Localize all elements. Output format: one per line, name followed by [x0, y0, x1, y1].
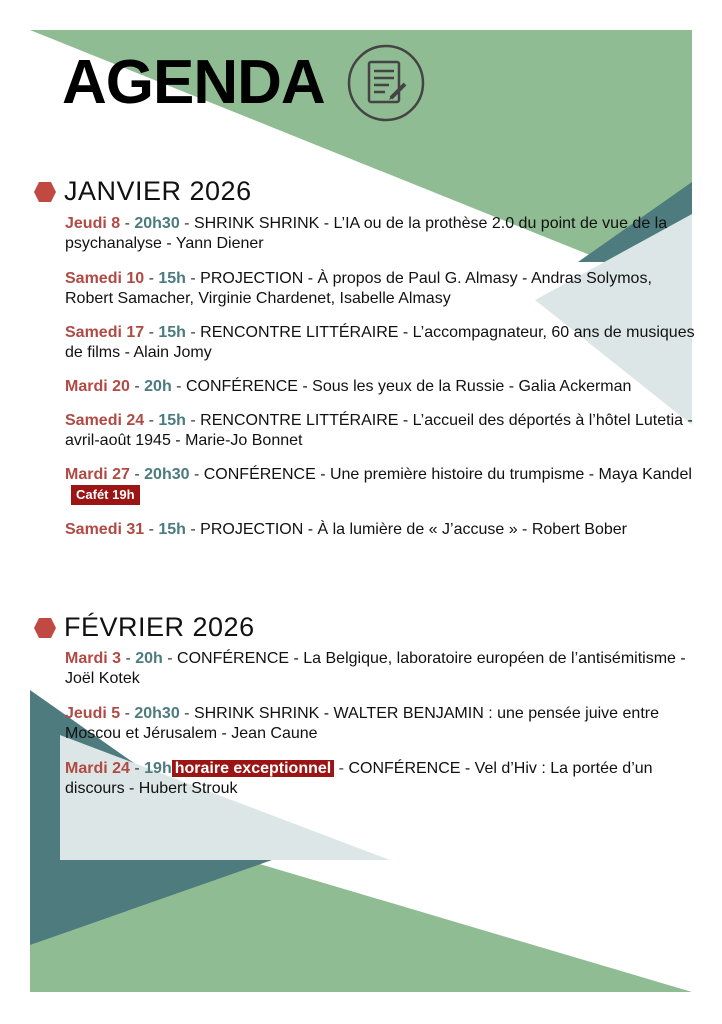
event-text: RENCONTRE LITTÉRAIRE - L’accompagnateur, 60 ans de musiques de films - Alain Jomy	[65, 324, 695, 361]
event-time: 15h	[158, 324, 186, 341]
event-text: SHRINK SHRINK - L’IA ou de la prothèse 2.0 du point de vue de la psychanalyse - Yann Diener	[65, 215, 668, 252]
event-time: 15h	[158, 270, 186, 287]
event-text: CONFÉRENCE - Vel d’Hiv : La portée d’un discours - Hubert Strouk	[65, 760, 653, 797]
event-day: Samedi 17	[65, 324, 145, 341]
event-day: Jeudi 8	[65, 215, 121, 232]
page-title: AGENDA	[62, 48, 325, 117]
event-day: Jeudi 5	[65, 705, 121, 722]
event-day: Mardi 24	[65, 760, 130, 777]
event-time: 15h	[158, 412, 186, 429]
month-heading-fevrier	[34, 612, 255, 643]
event-time: 20h	[135, 650, 163, 667]
event-item: Jeudi 5 - 20h30 - SHRINK SHRINK - WALTER BENJAMIN : une pensée juive entre Moscou et Jérusalem - Jean Caune	[65, 705, 659, 742]
event-text: CONFÉRENCE - Une première histoire du trumpisme - Maya Kandel	[203, 466, 692, 483]
event-text: PROJECTION - À la lumière de « J’accuse » - Robert Bober	[200, 521, 627, 538]
event-time: 15h	[158, 521, 186, 538]
document-pencil-icon	[345, 42, 427, 124]
event-time: 20h30	[134, 215, 180, 232]
event-text: CONFÉRENCE - La Belgique, laboratoire européen de l’antisémitisme - Joël Kotek	[65, 650, 686, 687]
event-item: Mardi 24 - 19h horaire exceptionnel - CONFÉRENCE - Vel d’Hiv : La portée d’un discours - Hubert Strouk	[65, 760, 653, 797]
event-text: RENCONTRE LITTÉRAIRE - L’accueil des déportés à l’hôtel Lutetia - avril-août 1945 - Marie-Jo Bonnet	[65, 412, 693, 449]
event-day: Samedi 24	[65, 412, 145, 429]
hexagon-bullet-icon	[34, 618, 56, 638]
event-time: 20h30	[134, 705, 180, 722]
event-day: Samedi 31	[65, 521, 145, 538]
hexagon-bullet-icon	[34, 182, 56, 202]
event-time: 20h	[144, 378, 172, 395]
event-item: Samedi 31 - 15h - PROJECTION - À la lumière de « J’accuse » - Robert Bober	[65, 521, 627, 538]
event-item: Jeudi 8 - 20h30 - SHRINK SHRINK - L’IA ou de la prothèse 2.0 du point de vue de la psychanalyse - Yann Diener	[65, 215, 668, 252]
event-text: SHRINK SHRINK - WALTER BENJAMIN : une pensée juive entre Moscou et Jérusalem - Jean Caune	[65, 705, 659, 742]
cafet-badge: Cafét 19h	[71, 485, 140, 505]
month-label: JANVIER 2026	[64, 176, 252, 206]
event-item: Mardi 27 - 20h30 - CONFÉRENCE - Une première histoire du trumpisme - Maya KandelCafét 19h	[65, 465, 695, 505]
event-day: Samedi 10	[65, 270, 145, 287]
event-time: 19h	[144, 760, 172, 777]
event-text: PROJECTION - À propos de Paul G. Almasy - Andras Solymos, Robert Samacher, Virginie Chardenet, Isabelle Almasy	[65, 270, 652, 307]
event-item: Mardi 20 - 20h - CONFÉRENCE - Sous les yeux de la Russie - Galia Ackerman	[65, 378, 632, 395]
event-day: Mardi 20	[65, 378, 130, 395]
event-item: Mardi 3 - 20h - CONFÉRENCE - La Belgique, laboratoire européen de l’antisémitisme - Joël Kotek	[65, 650, 686, 687]
event-item: Samedi 10 - 15h - PROJECTION - À propos de Paul G. Almasy - Andras Solymos, Robert Samacher, Virginie Chardenet, Isabelle Almasy	[65, 270, 652, 307]
event-text: CONFÉRENCE - Sous les yeux de la Russie - Galia Ackerman	[185, 378, 632, 395]
event-item: Samedi 17 - 15h - RENCONTRE LITTÉRAIRE - L’accompagnateur, 60 ans de musiques de films - Alain Jomy	[65, 324, 695, 361]
exceptional-time-badge: horaire exceptionnel	[172, 760, 335, 777]
month-heading-janvier	[34, 176, 252, 207]
event-time: 20h30	[144, 466, 190, 483]
event-item: Samedi 24 - 15h - RENCONTRE LITTÉRAIRE - L’accueil des déportés à l’hôtel Lutetia - avril-août 1945 - Marie-Jo Bonnet	[65, 412, 693, 449]
event-day: Mardi 3	[65, 650, 122, 667]
month-label: FÉVRIER 2026	[64, 612, 255, 642]
event-day: Mardi 27	[65, 466, 130, 483]
